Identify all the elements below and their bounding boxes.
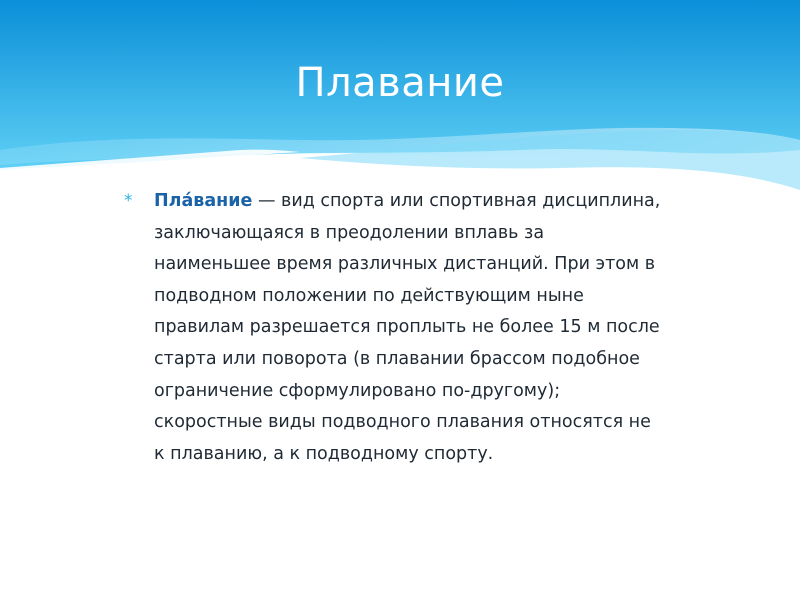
slide-title: Плавание bbox=[295, 60, 505, 106]
bullet-item bbox=[124, 186, 664, 470]
paragraph-text bbox=[154, 186, 664, 470]
asterisk-bullet-icon: * bbox=[124, 191, 133, 211]
term-highlight: Пла́вание bbox=[154, 191, 253, 211]
definition-text: — вид спорта или спортивная дисциплина, заключающаяся в преодолении вплавь за наименьшее время различных дистанций. При этом в подводном положении по действующим ныне правилам разрешается проплыть не более 15 м после старта или поворота (в плавании брассом подобное ограничение сформулировано по-другому); скоростные виды подводного плавания относятся не к плаванию, а к подводному спорту. bbox=[154, 191, 661, 464]
slide-body bbox=[124, 186, 664, 470]
